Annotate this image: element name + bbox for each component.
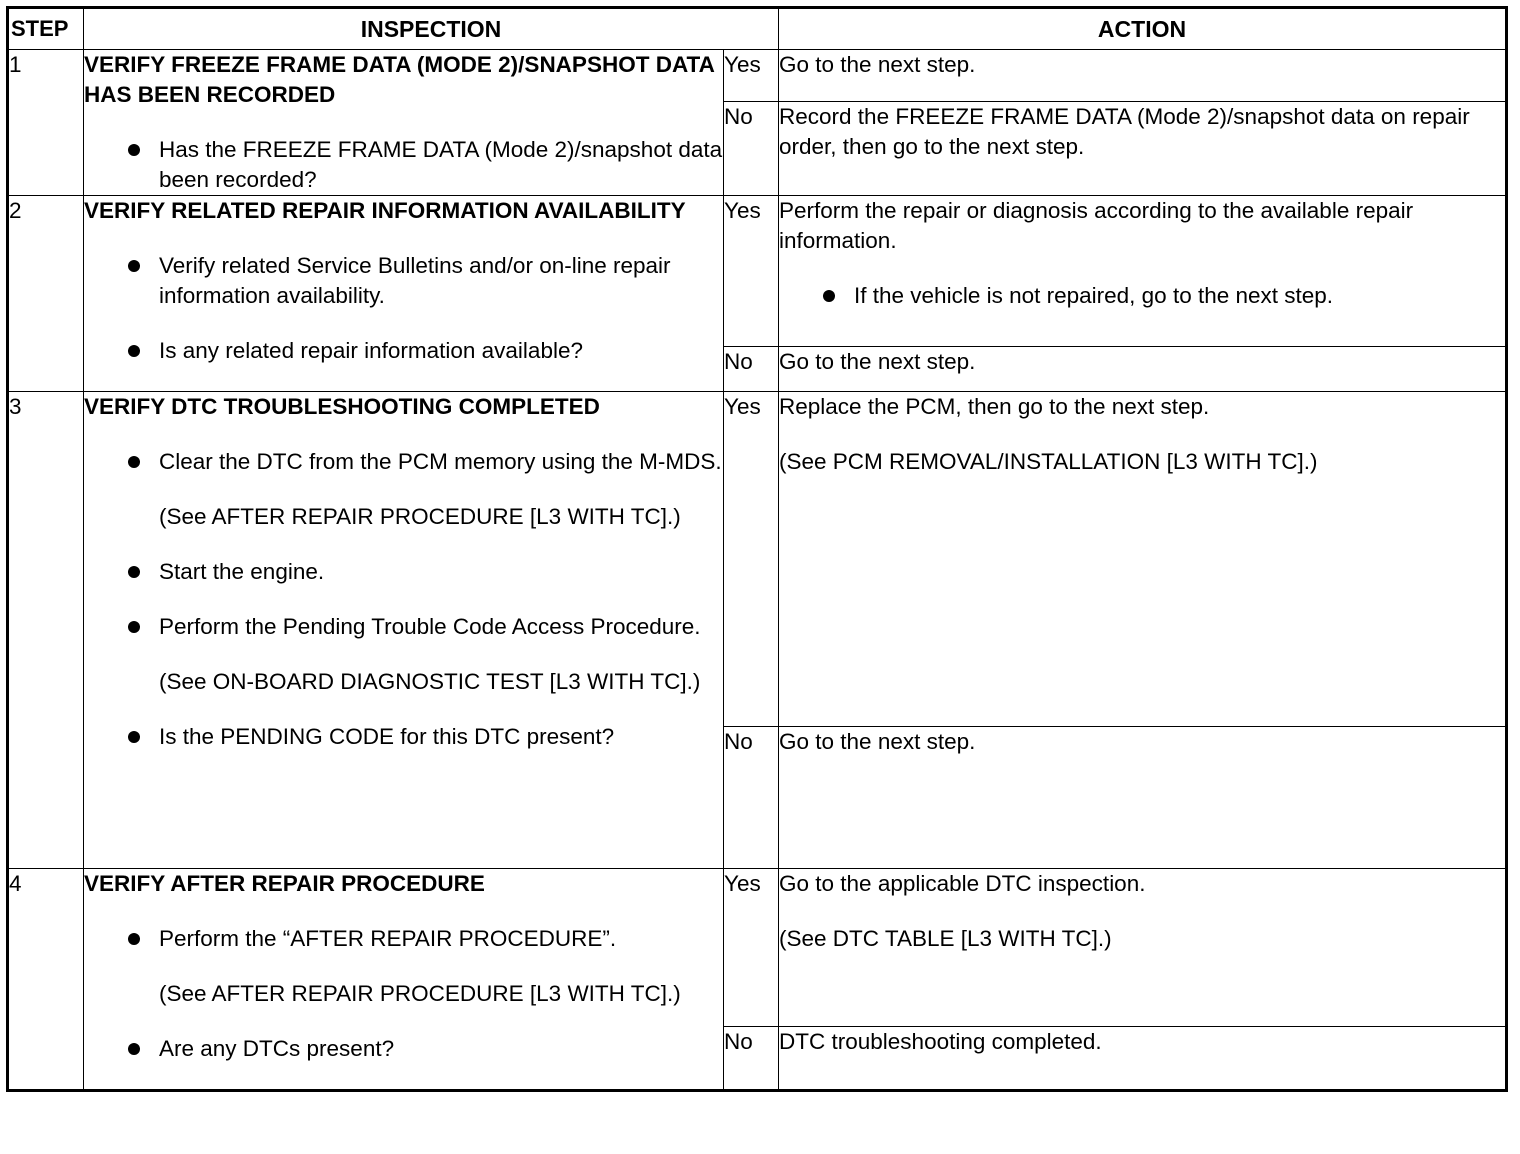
yes-label: Yes [724, 869, 779, 1027]
yes-label: Yes [724, 50, 779, 102]
inspection-cell [84, 50, 724, 196]
bullet-item: Is the PENDING CODE for this DTC present? [84, 722, 723, 752]
bullet-item: Clear the DTC from the PCM memory using the M-MDS. [84, 447, 723, 477]
header-step: STEP [8, 8, 84, 50]
diagnostic-table [6, 6, 1508, 1092]
yes-label: Yes [724, 392, 779, 727]
action-text: Go to the applicable DTC inspection. [779, 871, 1146, 896]
inspection-cell [84, 869, 724, 1091]
inspection-cell [84, 196, 724, 392]
yes-action [779, 196, 1507, 347]
table-row [8, 196, 1507, 347]
action-bullet: If the vehicle is not repaired, go to the next step. [779, 281, 1505, 311]
reference-text: (See DTC TABLE [L3 WITH TC].) [779, 926, 1112, 951]
action-text: Record the FREEZE FRAME DATA (Mode 2)/snapshot data on repair order, then go to the next step. [779, 104, 1470, 160]
action-text: DTC troubleshooting completed. [779, 1029, 1102, 1054]
header-inspection: INSPECTION [84, 8, 779, 50]
no-action [779, 347, 1507, 392]
bullet-item: Are any DTCs present? [84, 1034, 723, 1064]
table-row [8, 392, 1507, 727]
reference-text: (See PCM REMOVAL/INSTALLATION [L3 WITH TC].) [779, 449, 1318, 474]
yes-action [779, 869, 1507, 1027]
bullet-item: Has the FREEZE FRAME DATA (Mode 2)/snapshot data been recorded? [84, 135, 723, 195]
step-number: 4 [8, 869, 84, 1091]
reference-text: (See ON-BOARD DIAGNOSTIC TEST [L3 WITH TC].) [159, 669, 701, 694]
bullet-item: Is any related repair information available? [84, 336, 723, 366]
bullet-item: Start the engine. [84, 557, 723, 587]
no-label: No [724, 347, 779, 392]
reference-text: (See AFTER REPAIR PROCEDURE [L3 WITH TC].) [159, 504, 681, 529]
reference-text: (See AFTER REPAIR PROCEDURE [L3 WITH TC].) [159, 981, 681, 1006]
inspection-title: VERIFY RELATED REPAIR INFORMATION AVAILABILITY [84, 198, 686, 223]
table-row [8, 50, 1507, 102]
no-label: No [724, 727, 779, 869]
action-text: Go to the next step. [779, 52, 976, 77]
no-action [779, 102, 1507, 196]
inspection-title: VERIFY AFTER REPAIR PROCEDURE [84, 871, 485, 896]
action-text: Go to the next step. [779, 729, 976, 754]
no-action [779, 727, 1507, 869]
table-row [8, 869, 1507, 1027]
table-header-row [8, 8, 1507, 50]
no-label: No [724, 1027, 779, 1091]
action-text: Replace the PCM, then go to the next step. [779, 394, 1210, 419]
bullet-item: Verify related Service Bulletins and/or on-line repair information availability. [84, 251, 723, 311]
step-number: 3 [8, 392, 84, 869]
step-number: 1 [8, 50, 84, 196]
inspection-title: VERIFY FREEZE FRAME DATA (MODE 2)/SNAPSHOT DATA HAS BEEN RECORDED [84, 52, 715, 107]
action-text: Go to the next step. [779, 349, 976, 374]
inspection-cell [84, 392, 724, 869]
no-action [779, 1027, 1507, 1091]
bullet-item: Perform the Pending Trouble Code Access Procedure. [84, 612, 723, 642]
action-text: Perform the repair or diagnosis according to the available repair information. [779, 198, 1414, 253]
step-number: 2 [8, 196, 84, 392]
inspection-title: VERIFY DTC TROUBLESHOOTING COMPLETED [84, 394, 600, 419]
bullet-item: Perform the “AFTER REPAIR PROCEDURE”. [84, 924, 723, 954]
header-action: ACTION [779, 8, 1507, 50]
yes-action [779, 50, 1507, 102]
no-label: No [724, 102, 779, 196]
yes-label: Yes [724, 196, 779, 347]
yes-action [779, 392, 1507, 727]
